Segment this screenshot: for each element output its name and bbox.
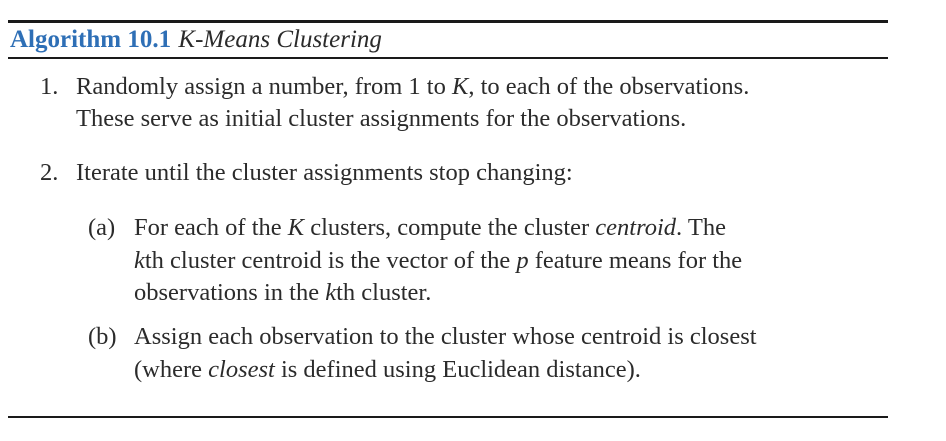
top-rule [8,20,888,23]
substep-a-line-3: observations in the kth cluster. [134,279,432,306]
header-rule [8,57,888,59]
algorithm-title: K-Means Clustering [178,26,382,53]
substep-b-line-1: Assign each observation to the cluster whose centroid is closest [134,323,757,350]
substep-b-line-2: (where closest is defined using Euclidean distance). [134,356,641,383]
step-2-text: Iterate until the cluster assignments stop changing: [76,159,573,186]
step-1-number: 1. [40,73,59,100]
substep-a-line-1: For each of the K clusters, compute the cluster centroid. The [134,214,726,241]
substep-b-label: (b) [88,323,117,350]
step-2-number: 2. [40,159,59,186]
step-1-line-2: These serve as initial cluster assignments for the observations. [76,105,687,132]
algorithm-label: Algorithm 10.1 [10,26,172,53]
substep-a-label: (a) [88,214,116,241]
step-1-line-1: Randomly assign a number, from 1 to K, to each of the observations. [76,73,750,100]
substep-a-line-2: kth cluster centroid is the vector of the p feature means for the [134,247,743,274]
algorithm-box [8,20,888,420]
bottom-rule [8,416,888,418]
algorithm-header [10,26,382,54]
